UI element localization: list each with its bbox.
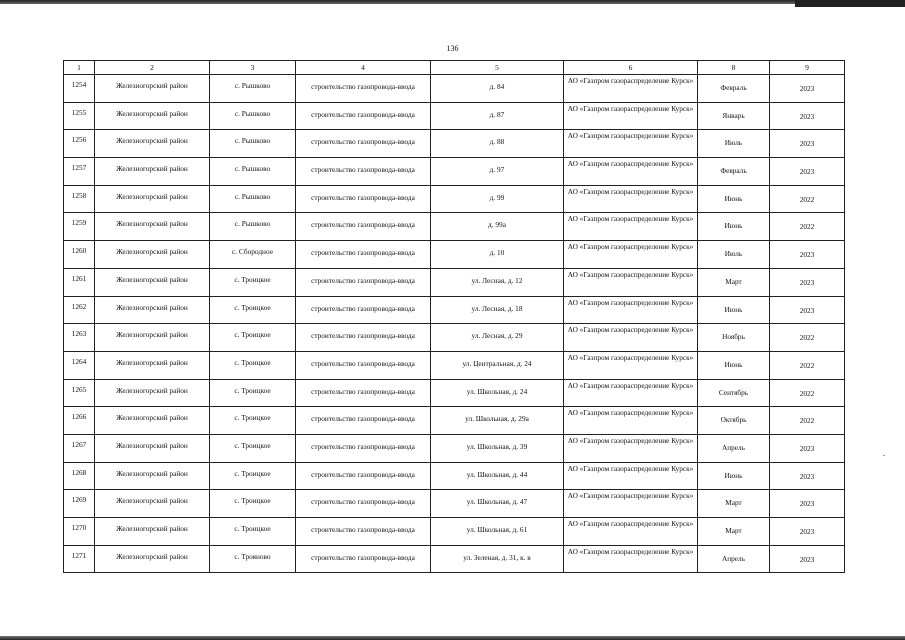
month-cell: Март <box>698 268 770 296</box>
district-cell: Железногорский район <box>95 434 210 462</box>
village-cell: с. Рышково <box>210 213 296 241</box>
table-body <box>64 75 845 573</box>
address-cell: д. 10 <box>431 241 564 269</box>
year-cell: 2023 <box>770 462 845 490</box>
district-cell: Железногорский район <box>95 379 210 407</box>
district-cell: Железногорский район <box>95 268 210 296</box>
address-cell: д. 97 <box>431 158 564 186</box>
organization-cell: АО «Газпром газораспределение Курск» <box>564 185 698 213</box>
table-row <box>64 407 845 435</box>
table-row <box>64 351 845 379</box>
organization-cell: АО «Газпром газораспределение Курск» <box>564 296 698 324</box>
row-number: 1255 <box>64 102 95 130</box>
month-cell: Апрель <box>698 545 770 573</box>
work-type-cell: строительство газопровода-ввода <box>296 185 431 213</box>
work-type-cell: строительство газопровода-ввода <box>296 351 431 379</box>
month-cell: Март <box>698 490 770 518</box>
address-cell: д. 87 <box>431 102 564 130</box>
village-cell: с. Троицкое <box>210 434 296 462</box>
table-row <box>64 462 845 490</box>
year-cell: 2023 <box>770 490 845 518</box>
row-number: 1254 <box>64 75 95 103</box>
district-cell: Железногорский район <box>95 158 210 186</box>
row-number: 1260 <box>64 241 95 269</box>
address-cell: ул. Школьная, д. 24 <box>431 379 564 407</box>
table-row <box>64 102 845 130</box>
row-number: 1266 <box>64 407 95 435</box>
village-cell: с. Троицкое <box>210 518 296 546</box>
district-cell: Железногорский район <box>95 462 210 490</box>
column-header: 5 <box>431 61 564 75</box>
district-cell: Железногорский район <box>95 545 210 573</box>
year-cell: 2023 <box>770 296 845 324</box>
organization-cell: АО «Газпром газораспределение Курск» <box>564 434 698 462</box>
work-type-cell: строительство газопровода-ввода <box>296 102 431 130</box>
district-cell: Железногорский район <box>95 490 210 518</box>
row-number: 1261 <box>64 268 95 296</box>
village-cell: с. Троицкое <box>210 296 296 324</box>
table-row <box>64 158 845 186</box>
month-cell: Январь <box>698 102 770 130</box>
work-type-cell: строительство газопровода-ввода <box>296 268 431 296</box>
year-cell: 2023 <box>770 545 845 573</box>
organization-cell: АО «Газпром газораспределение Курск» <box>564 241 698 269</box>
village-cell: с. Рышково <box>210 185 296 213</box>
table-row <box>64 379 845 407</box>
column-header: 4 <box>296 61 431 75</box>
address-cell: ул. Центральная, д. 24 <box>431 351 564 379</box>
village-cell: с. Рышково <box>210 75 296 103</box>
table-row <box>64 490 845 518</box>
table-row <box>64 545 845 573</box>
work-type-cell: строительство газопровода-ввода <box>296 518 431 546</box>
year-cell: 2022 <box>770 407 845 435</box>
table-row <box>64 241 845 269</box>
district-cell: Железногорский район <box>95 75 210 103</box>
address-cell: ул. Лесная, д. 12 <box>431 268 564 296</box>
month-cell: Июнь <box>698 462 770 490</box>
address-cell: ул. Лесная, д. 29 <box>431 324 564 352</box>
month-cell: Июль <box>698 241 770 269</box>
year-cell: 2023 <box>770 158 845 186</box>
village-cell: с. Троицкое <box>210 324 296 352</box>
column-header: 1 <box>64 61 95 75</box>
year-cell: 2023 <box>770 268 845 296</box>
work-type-cell: строительство газопровода-ввода <box>296 158 431 186</box>
row-number: 1259 <box>64 213 95 241</box>
row-number: 1262 <box>64 296 95 324</box>
year-cell: 2023 <box>770 518 845 546</box>
village-cell: с. Рышково <box>210 130 296 158</box>
table-row <box>64 518 845 546</box>
work-type-cell: строительство газопровода-ввода <box>296 434 431 462</box>
district-cell: Железногорский район <box>95 185 210 213</box>
month-cell: Февраль <box>698 158 770 186</box>
column-header: 9 <box>770 61 845 75</box>
month-cell: Апрель <box>698 434 770 462</box>
table-row <box>64 75 845 103</box>
row-number: 1268 <box>64 462 95 490</box>
column-header: 8 <box>698 61 770 75</box>
organization-cell: АО «Газпром газораспределение Курск» <box>564 158 698 186</box>
row-number: 1257 <box>64 158 95 186</box>
work-type-cell: строительство газопровода-ввода <box>296 241 431 269</box>
work-type-cell: строительство газопровода-ввода <box>296 213 431 241</box>
district-cell: Железногорский район <box>95 518 210 546</box>
month-cell: Июль <box>698 130 770 158</box>
month-cell: Октябрь <box>698 407 770 435</box>
row-number: 1265 <box>64 379 95 407</box>
header-row <box>64 61 845 75</box>
work-type-cell: строительство газопровода-ввода <box>296 324 431 352</box>
month-cell: Сентябрь <box>698 379 770 407</box>
address-cell: ул. Школьная, д. 29а <box>431 407 564 435</box>
village-cell: с. Троицкое <box>210 379 296 407</box>
month-cell: Июнь <box>698 296 770 324</box>
scan-top-edge <box>0 0 905 4</box>
address-cell: ул. Лесная, д. 18 <box>431 296 564 324</box>
work-type-cell: строительство газопровода-ввода <box>296 490 431 518</box>
scan-top-edge-mark <box>795 0 905 7</box>
year-cell: 2022 <box>770 351 845 379</box>
year-cell: 2022 <box>770 324 845 352</box>
organization-cell: АО «Газпром газораспределение Курск» <box>564 75 698 103</box>
work-type-cell: строительство газопровода-ввода <box>296 407 431 435</box>
table-row <box>64 434 845 462</box>
row-number: 1270 <box>64 518 95 546</box>
address-cell: ул. Школьная, д. 61 <box>431 518 564 546</box>
table-row <box>64 296 845 324</box>
village-cell: с. Рышково <box>210 158 296 186</box>
table-row <box>64 213 845 241</box>
registry-table <box>63 60 845 573</box>
table-row <box>64 185 845 213</box>
district-cell: Железногорский район <box>95 407 210 435</box>
work-type-cell: строительство газопровода-ввода <box>296 75 431 103</box>
organization-cell: АО «Газпром газораспределение Курск» <box>564 407 698 435</box>
column-header: 3 <box>210 61 296 75</box>
month-cell: Июнь <box>698 185 770 213</box>
month-cell: Ноябрь <box>698 324 770 352</box>
village-cell: с. Трояново <box>210 545 296 573</box>
work-type-cell: строительство газопровода-ввода <box>296 379 431 407</box>
row-number: 1263 <box>64 324 95 352</box>
table-row <box>64 130 845 158</box>
scan-bottom-edge <box>0 636 905 640</box>
month-cell: Февраль <box>698 75 770 103</box>
table-row <box>64 324 845 352</box>
organization-cell: АО «Газпром газораспределение Курск» <box>564 462 698 490</box>
row-number: 1271 <box>64 545 95 573</box>
scan-speck <box>883 455 885 456</box>
organization-cell: АО «Газпром газораспределение Курск» <box>564 324 698 352</box>
row-number: 1256 <box>64 130 95 158</box>
year-cell: 2023 <box>770 241 845 269</box>
district-cell: Железногорский район <box>95 130 210 158</box>
work-type-cell: строительство газопровода-ввода <box>296 462 431 490</box>
column-header: 2 <box>95 61 210 75</box>
address-cell: ул. Зеленая, д. 31, к. в <box>431 545 564 573</box>
district-cell: Железногорский район <box>95 213 210 241</box>
year-cell: 2022 <box>770 213 845 241</box>
year-cell: 2022 <box>770 379 845 407</box>
column-header: 6 <box>564 61 698 75</box>
organization-cell: АО «Газпром газораспределение Курск» <box>564 518 698 546</box>
month-cell: Март <box>698 518 770 546</box>
address-cell: д. 84 <box>431 75 564 103</box>
row-number: 1264 <box>64 351 95 379</box>
village-cell: с. Троицкое <box>210 490 296 518</box>
address-cell: д. 99 <box>431 185 564 213</box>
district-cell: Железногорский район <box>95 296 210 324</box>
organization-cell: АО «Газпром газораспределение Курск» <box>564 130 698 158</box>
district-cell: Железногорский район <box>95 241 210 269</box>
organization-cell: АО «Газпром газораспределение Курск» <box>564 545 698 573</box>
organization-cell: АО «Газпром газораспределение Курск» <box>564 351 698 379</box>
address-cell: д. 99а <box>431 213 564 241</box>
organization-cell: АО «Газпром газораспределение Курск» <box>564 490 698 518</box>
address-cell: ул. Школьная, д. 44 <box>431 462 564 490</box>
work-type-cell: строительство газопровода-ввода <box>296 130 431 158</box>
organization-cell: АО «Газпром газораспределение Курск» <box>564 268 698 296</box>
address-cell: ул. Школьная, д. 39 <box>431 434 564 462</box>
village-cell: с. Троицкое <box>210 407 296 435</box>
row-number: 1267 <box>64 434 95 462</box>
organization-cell: АО «Газпром газораспределение Курск» <box>564 213 698 241</box>
page-number: 136 <box>446 44 459 53</box>
month-cell: Июнь <box>698 213 770 241</box>
village-cell: с. Троицкое <box>210 351 296 379</box>
year-cell: 2023 <box>770 102 845 130</box>
district-cell: Железногорский район <box>95 324 210 352</box>
district-cell: Железногорский район <box>95 351 210 379</box>
year-cell: 2023 <box>770 75 845 103</box>
work-type-cell: строительство газопровода-ввода <box>296 296 431 324</box>
address-cell: д. 88 <box>431 130 564 158</box>
address-cell: ул. Школьная, д. 47 <box>431 490 564 518</box>
organization-cell: АО «Газпром газораспределение Курск» <box>564 102 698 130</box>
row-number: 1258 <box>64 185 95 213</box>
year-cell: 2023 <box>770 434 845 462</box>
work-type-cell: строительство газопровода-ввода <box>296 545 431 573</box>
month-cell: Июнь <box>698 351 770 379</box>
year-cell: 2023 <box>770 130 845 158</box>
table-row <box>64 268 845 296</box>
organization-cell: АО «Газпром газораспределение Курск» <box>564 379 698 407</box>
village-cell: с. Троицкое <box>210 462 296 490</box>
district-cell: Железногорский район <box>95 102 210 130</box>
row-number: 1269 <box>64 490 95 518</box>
year-cell: 2022 <box>770 185 845 213</box>
village-cell: с. Троицкое <box>210 268 296 296</box>
village-cell: с. Сбородное <box>210 241 296 269</box>
village-cell: с. Рышково <box>210 102 296 130</box>
